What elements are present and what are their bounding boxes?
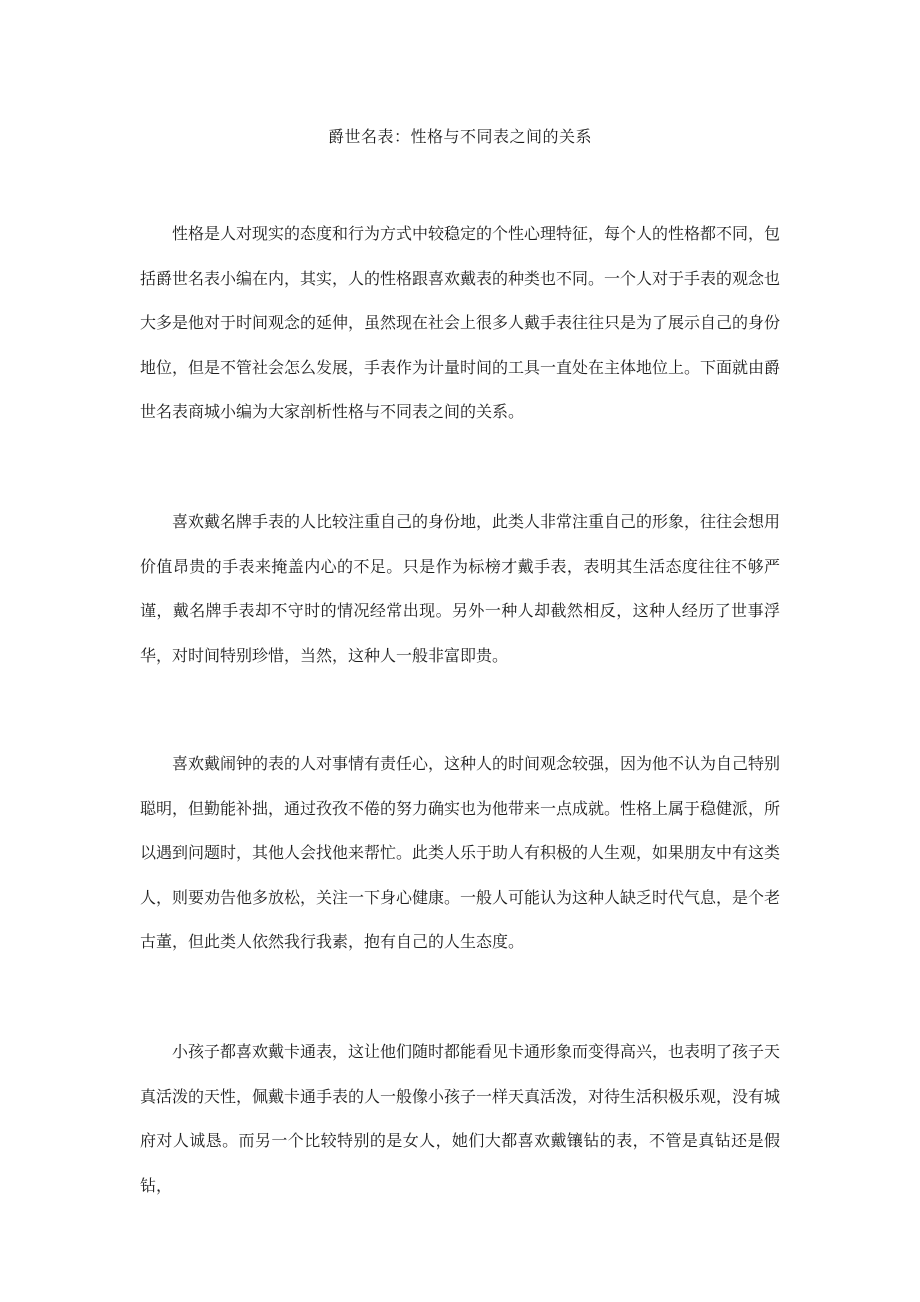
paragraph-alarm-watch: 喜欢戴闹钟的表的人对事情有责任心，这种人的时间观念较强，因为他不认为自己特别聪明，但勤能补拙，通过孜孜不倦的努力确实也为他带来一点成就。性格上属于稳健派，所以遇到问题时，其他人会找他来帮忙。此类人乐于助人有积极的人生观，如果朋友中有这类人，则要劝告他多放松，关注一下身心健康。一般人可能认为这种人缺乏时代气息，是个老古董，但此类人依然我行我素，抱有自己的人生态度。 [140, 754, 781, 951]
document-title: 爵世名表：性格与不同表之间的关系 [327, 127, 592, 146]
paragraph-cartoon-watch: 小孩子都喜欢戴卡通表，这让他们随时都能看见卡通形象而变得高兴，也表明了孩子天真活泼的天性，佩戴卡通手表的人一般像小孩子一样天真活泼，对待生活积极乐观，没有城府对人诚恳。而另一个比较特别的是女人，她们大都喜欢戴镶钻的表，不管是真钻还是假钻， [140, 1042, 781, 1195]
paragraph-brand-watch: 喜欢戴名牌手表的人比较注重自己的身份地，此类人非常注重自己的形象，往往会想用价值昂贵的手表来掩盖内心的不足。只是作为标榜才戴手表，表明其生活态度往往不够严谨，戴名牌手表却不守时的情况经常出现。另外一种人却截然相反，这种人经历了世事浮华，对时间特别珍惜，当然，这种人一般非富即贵。 [140, 512, 781, 665]
paragraph-personality-intro: 性格是人对现实的态度和行为方式中较稳定的个性心理特征，每个人的性格都不同，包括爵世名表小编在内，其实，人的性格跟喜欢戴表的种类也不同。一个人对于手表的观念也大多是他对于时间观念的延伸，虽然现在社会上很多人戴手表往往只是为了展示自己的身份地位，但是不管社会怎么发展，手表作为计量时间的工具一直处在主体地位上。下面就由爵世名表商城小编为大家剖析性格与不同表之间的关系。 [140, 224, 781, 421]
